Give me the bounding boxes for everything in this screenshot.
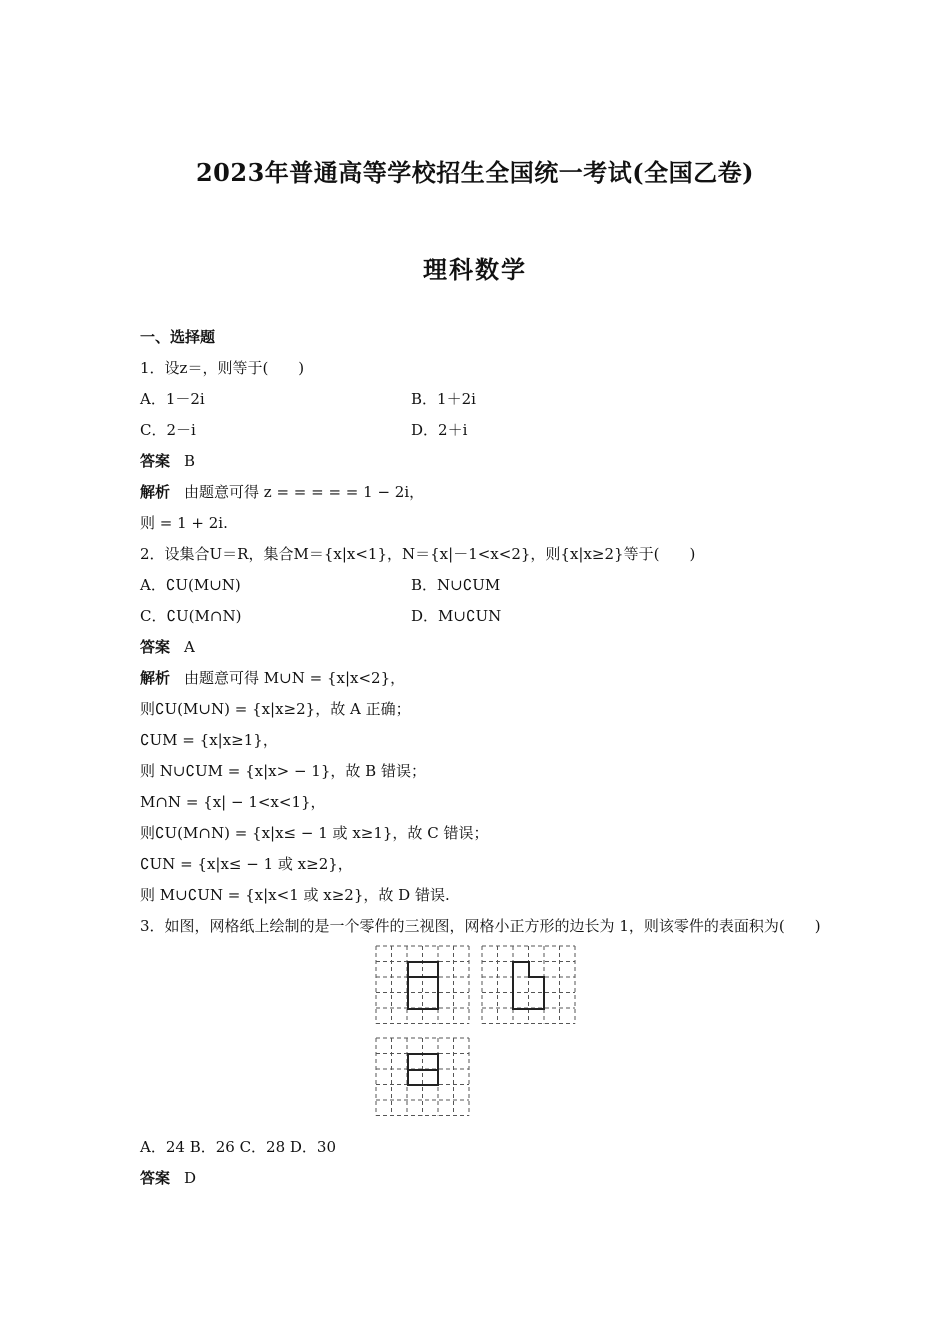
q1-option-a: A．1－2i [140,390,205,408]
answer-value: B [184,452,196,470]
q3-stem: 3．如图，网格纸上绘制的是一个零件的三视图，网格小正方形的边长为 1，则该零件的表面积为( ) [140,917,821,935]
q2-options-row-1 [140,570,830,601]
analysis-label: 解析 [140,669,171,687]
analysis-label: 解析 [140,483,171,501]
q2-option-b: B．N∪∁UM [411,576,501,594]
q2-answer [140,632,830,663]
q2-analysis-line: ∁UM = {x|x≥1}， [140,731,278,749]
q2-analysis-line: 则 N∪∁UM = {x|x> − 1}，故 B 错误； [140,762,426,780]
dashed-grids [376,946,575,1116]
front-view-grid [376,946,469,1024]
q1-analysis-line: 则 = 1 + 2i. [140,514,228,532]
top-view-grid [376,1038,469,1116]
q2-analysis-line: 则 M∪∁UN = {x|x<1 或 x≥2}，故 D 错误. [140,886,450,904]
answer-label: 答案 [140,452,171,470]
q1-option-d: D．2＋i [411,421,468,439]
page-title: 2023年普通高等学校招生全国统一考试(全国乙卷) [195,158,754,187]
answer-value: A [184,638,195,656]
side-view-outline [513,962,544,1009]
q3-answer [140,1163,830,1194]
answer-label: 答案 [140,1169,171,1187]
q1-option-b: B．1＋2i [411,390,476,408]
q1-stem: 1．设z＝，则等于( ) [140,359,305,377]
q1-options-row-1 [140,384,830,415]
q2-analysis-line: M∩N = {x| − 1<x<1}， [140,793,326,811]
section-heading: 一、选择题 [140,328,216,346]
document-body [140,322,830,1194]
q2-analysis-line: ∁UN = {x|x≤ − 1 或 x≥2}， [140,855,353,873]
page-subtitle: 理科数学 [423,255,527,284]
q1-analysis [140,477,830,508]
q1-options-row-2 [140,415,830,446]
q2-stem: 2．设集合U＝R，集合M＝{x|x<1}，N＝{x|－1<x<2}，则{x|x≥2}等于( ) [140,545,696,563]
three-view-drawing [374,944,584,1132]
analysis-text: 由题意可得 M∪N = {x|x<2}， [184,669,406,687]
q1-option-c: C．2－i [140,421,196,439]
q2-option-c: C．∁U(M∩N) [140,607,242,625]
q2-option-a: A．∁U(M∪N) [140,576,241,594]
q2-options-row-2 [140,601,830,632]
answer-label: 答案 [140,638,171,656]
q2-option-d: D．M∪∁UN [411,607,502,625]
analysis-text: 由题意可得 z = = = = = 1 − 2i， [184,483,425,501]
q1-answer [140,446,830,477]
q2-analysis-line: 则∁U(M∩N) = {x|x≤ − 1 或 x≥1}，故 C 错误； [140,824,489,842]
q3-options: A．24 B．26 C．28 D．30 [140,1138,337,1156]
q2-analysis-line: 则∁U(M∪N) = {x|x≥2}，故 A 正确； [140,700,411,718]
answer-value: D [184,1169,197,1187]
three-view-figure [140,944,830,1132]
side-view-grid [482,946,575,1024]
q2-analysis [140,663,830,694]
